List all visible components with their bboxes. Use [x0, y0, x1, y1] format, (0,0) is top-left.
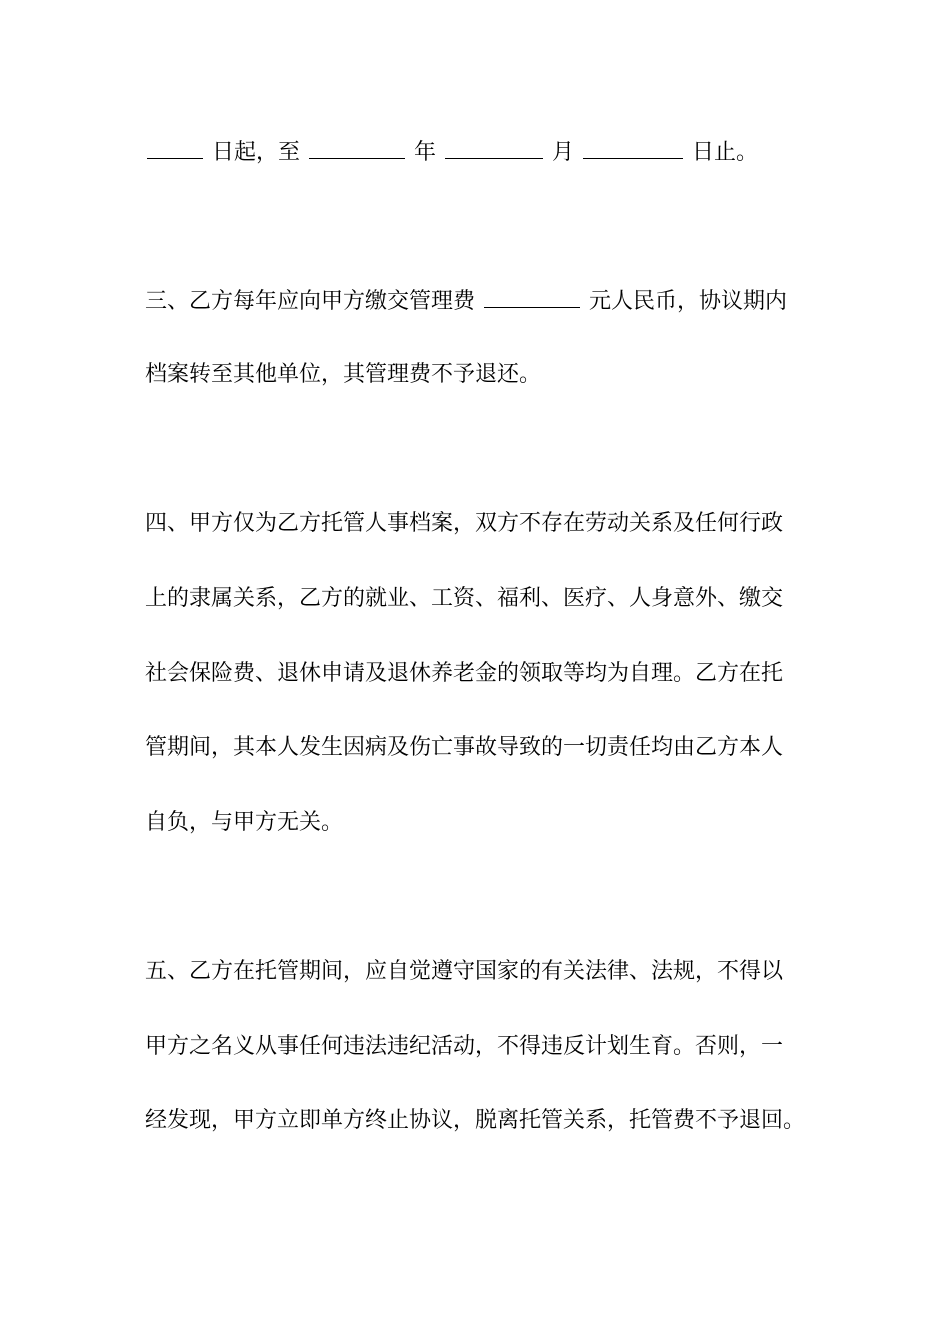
- clause-3-line-2: 档案转至其他单位，其管理费不予退还。: [145, 362, 542, 387]
- clause-4-line-1: 四、甲方仅为乙方托管人事档案，双方不存在劳动关系及任何行政: [145, 511, 784, 536]
- fee-amount-blank: [484, 285, 580, 308]
- clause-3-line-1: [145, 285, 787, 317]
- year-end-blank: [309, 136, 405, 159]
- text-segment: 元人民币，协议期内: [589, 289, 788, 314]
- clause-4-line-2: 上的隶属关系，乙方的就业、工资、福利、医疗、人身意外、缴交: [145, 586, 784, 611]
- text-segment: 月: [552, 140, 575, 165]
- day-end-blank: [583, 136, 683, 159]
- text-segment: 三、乙方每年应向甲方缴交管理费: [145, 289, 476, 314]
- clause-5-line-3: [145, 1106, 805, 1136]
- clause-4-line-3: 社会保险费、退休申请及退休养老金的领取等均为自理。乙方在托: [145, 661, 784, 686]
- text-segment: 关系，托管费不予退回。: [563, 1108, 806, 1133]
- clause-5-line-1: 五、乙方在托管期间，应自觉遵守国家的有关法律、法规，不得以: [145, 959, 784, 984]
- month-end-blank: [445, 136, 543, 159]
- date-range-line: [145, 136, 758, 168]
- clause-4-line-5: 自负，与甲方无关。: [145, 810, 344, 835]
- text-segment: 日止。: [692, 140, 759, 165]
- text-segment: 日起，至: [212, 140, 301, 165]
- day-start-blank: [147, 136, 203, 159]
- text-segment: 年: [414, 140, 437, 165]
- clause-4-line-4: 管期间，其本人发生因病及伤亡事故导致的一切责任均由乙方本人: [145, 735, 784, 760]
- clause-5-line-2: 甲方之名义从事任何违法违纪活动，不得违反计划生育。否则，一: [145, 1034, 784, 1059]
- text-segment: 经发现，甲方立即单方终止协议，脱离托管: [145, 1108, 564, 1133]
